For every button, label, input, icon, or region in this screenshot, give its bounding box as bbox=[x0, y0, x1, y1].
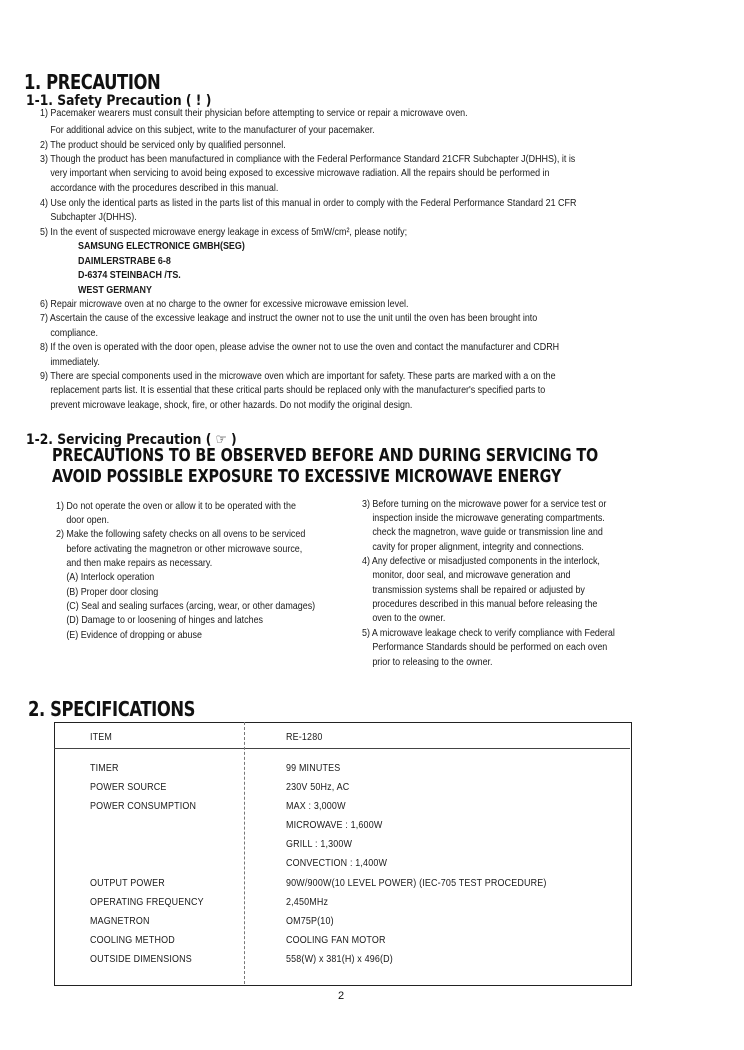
spec-value-output-power: 90W/900W(10 LEVEL POWER) (IEC-705 TEST PROCEDURE) bbox=[286, 878, 547, 889]
spec-header-model: RE-1280 bbox=[286, 732, 323, 743]
safety-line-2: For additional advice on this subject, write to the manufacturer of your pacemaker. bbox=[50, 125, 375, 136]
safety-line-13: 8) If the oven is operated with the door open, please advise the owner not to use the oven and contact the manufacturer and CDRH bbox=[40, 342, 560, 353]
servicing-right-2: inspection inside the microwave generating compartments. bbox=[372, 513, 605, 524]
safety-line-7: 4) Use only the identical parts as listed in the parts list of this manual in order to comply with the Federal Performance Standard 21 CFR bbox=[40, 198, 577, 209]
servicing-left-4: before activating the magnetron or other microwave source, bbox=[66, 544, 303, 555]
section-title-specifications: 2. SPECIFICATIONS bbox=[28, 697, 196, 721]
safety-line-6: accordance with the procedures described in this manual. bbox=[50, 183, 279, 194]
servicing-right-10: 5) A microwave leakage check to verify compliance with Federal bbox=[362, 628, 615, 639]
servicing-right-11: Performance Standards should be performed on each oven bbox=[372, 642, 608, 653]
servicing-right-7: transmission systems shall be repaired or adjusted by bbox=[372, 585, 585, 596]
safety-line-15: 9) There are special components used in the microwave oven which are important for safety. These parts are marked with a on the bbox=[40, 371, 556, 382]
spec-label-outside-dimensions: OUTSIDE DIMENSIONS bbox=[90, 954, 192, 965]
spec-value-magnetron: OM75P(10) bbox=[286, 916, 334, 927]
safety-line-11: 7) Ascertain the cause of the excessive leakage and instruct the owner not to use the unit until the oven has been brought into bbox=[40, 313, 538, 324]
safety-line-4: 3) Though the product has been manufactured in compliance with the Federal Performance Standard 21CFR Subchapter J(DHHS), it is bbox=[40, 154, 576, 165]
safety-line-12: compliance. bbox=[50, 328, 99, 339]
spec-label-operating-frequency: OPERATING FREQUENCY bbox=[90, 897, 204, 908]
safety-line-10: 6) Repair microwave oven at no charge to the owner for excessive microwave emission level. bbox=[40, 299, 409, 310]
servicing-right-5: 4) Any defective or misadjusted components in the interlock, bbox=[362, 556, 600, 567]
spec-value-power-convection: CONVECTION : 1,400W bbox=[286, 858, 388, 869]
safety-line-3: 2) The product should be serviced only by qualified personnel. bbox=[40, 140, 286, 151]
spec-label-power-source: POWER SOURCE bbox=[90, 782, 167, 793]
address-line-4: WEST GERMANY bbox=[78, 285, 152, 296]
address-line-3: D-6374 STEINBACH /TS. bbox=[78, 270, 181, 281]
safety-line-14: immediately. bbox=[50, 357, 100, 368]
spec-table-column-divider bbox=[244, 722, 245, 984]
subsection-title-safety: 1-1. Safety Precaution ( ! ) bbox=[26, 93, 212, 109]
servicing-right-12: prior to releasing to the owner. bbox=[372, 657, 493, 668]
spec-header-item: ITEM bbox=[90, 732, 113, 743]
safety-line-9: 5) In the event of suspected microwave energy leakage in excess of 5mW/cm², please notify; bbox=[40, 227, 408, 238]
spec-value-timer: 99 MINUTES bbox=[286, 763, 341, 774]
safety-line-5: very important when servicing to avoid being exposed to excessive microwave radiation. All the repairs should be performed in bbox=[50, 168, 550, 179]
servicing-left-3: 2) Make the following safety checks on all ovens to be serviced bbox=[56, 529, 306, 540]
servicing-right-1: 3) Before turning on the microwave power for a service test or bbox=[362, 499, 607, 510]
servicing-left-9: (D) Damage to or loosening of hinges and latches bbox=[66, 615, 264, 626]
warning-heading-line-1: PRECAUTIONS TO BE OBSERVED BEFORE AND DURING SERVICING TO bbox=[52, 446, 599, 466]
servicing-left-10: (E) Evidence of dropping or abuse bbox=[66, 630, 202, 641]
page-number: 2 bbox=[338, 990, 345, 1002]
servicing-left-7: (B) Proper door closing bbox=[66, 587, 159, 598]
safety-line-17: prevent microwave leakage, shock, fire, or other hazards. Do not modify the original design. bbox=[50, 400, 413, 411]
spec-label-output-power: OUTPUT POWER bbox=[90, 878, 165, 889]
safety-line-1: 1) Pacemaker wearers must consult their physician before attempting to service or repair a microwave oven. bbox=[40, 108, 468, 119]
spec-label-cooling-method: COOLING METHOD bbox=[90, 935, 175, 946]
address-line-2: DAIMLERSTRABE 6-8 bbox=[78, 256, 171, 267]
safety-line-8: Subchapter J(DHHS). bbox=[50, 212, 137, 223]
spec-value-outside-dimensions: 558(W) x 381(H) x 496(D) bbox=[286, 954, 393, 965]
spec-table-header-divider bbox=[54, 748, 630, 749]
safety-line-16: replacement parts list. It is essential that these critical parts should be replaced only with the manufacturer's specified parts to bbox=[50, 385, 546, 396]
spec-value-power-source: 230V 50Hz, AC bbox=[286, 782, 350, 793]
servicing-right-3: check the magnetron, wave guide or transmission line and bbox=[372, 527, 603, 538]
spec-value-power-microwave: MICROWAVE : 1,600W bbox=[286, 820, 383, 831]
spec-value-operating-frequency: 2,450MHz bbox=[286, 897, 329, 908]
section-title-precaution: 1. PRECAUTION bbox=[24, 70, 161, 94]
spec-value-power-max: MAX : 3,000W bbox=[286, 801, 346, 812]
spec-table bbox=[54, 722, 632, 986]
spec-value-power-grill: GRILL : 1,300W bbox=[286, 839, 353, 850]
servicing-right-4: cavity for proper alignment, integrity and connections. bbox=[372, 542, 584, 553]
spec-value-cooling-method: COOLING FAN MOTOR bbox=[286, 935, 386, 946]
spec-label-timer: TIMER bbox=[90, 763, 119, 774]
servicing-left-2: door open. bbox=[66, 515, 110, 526]
address-line-1: SAMSUNG ELECTRONICE GMBH(SEG) bbox=[78, 241, 245, 252]
servicing-right-8: procedures described in this manual before releasing the bbox=[372, 599, 598, 610]
servicing-left-6: (A) Interlock operation bbox=[66, 572, 155, 583]
spec-label-magnetron: MAGNETRON bbox=[90, 916, 150, 927]
servicing-right-6: monitor, door seal, and microwave generation and bbox=[372, 570, 571, 581]
servicing-right-9: oven to the owner. bbox=[372, 613, 446, 624]
warning-heading-line-2: AVOID POSSIBLE EXPOSURE TO EXCESSIVE MICROWAVE ENERGY bbox=[52, 467, 562, 487]
subsection-title-servicing: 1-2. Servicing Precaution ( ☞ ) bbox=[26, 432, 237, 448]
servicing-left-5: and then make repairs as necessary. bbox=[66, 558, 213, 569]
servicing-left-1: 1) Do not operate the oven or allow it to be operated with the bbox=[56, 501, 296, 512]
servicing-left-8: (C) Seal and sealing surfaces (arcing, wear, or other damages) bbox=[66, 601, 316, 612]
spec-label-power-consumption: POWER CONSUMPTION bbox=[90, 801, 197, 812]
